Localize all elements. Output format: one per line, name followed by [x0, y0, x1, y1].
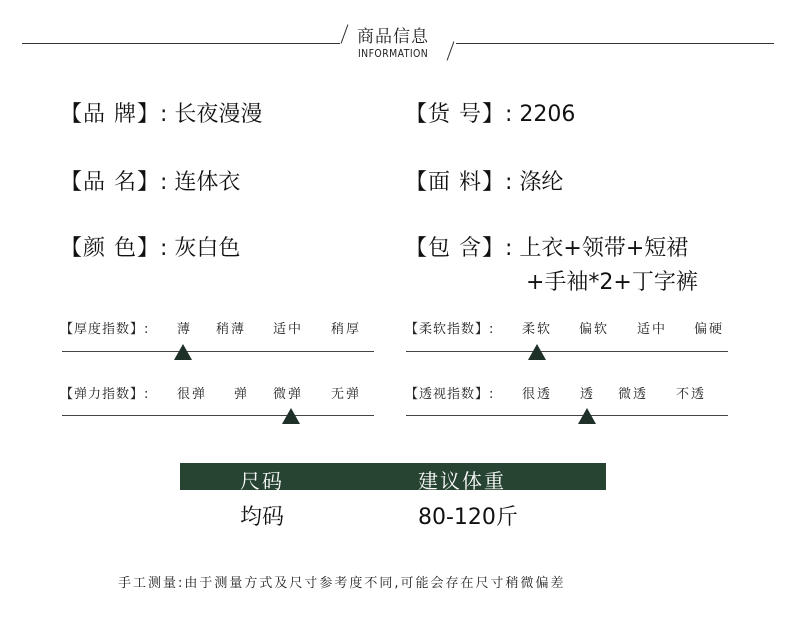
item-no-row — [405, 97, 575, 128]
elasticity-option-3: 微弹 — [273, 387, 304, 402]
softness-option-3: 适中 — [637, 322, 668, 337]
name-row — [60, 165, 240, 196]
size-value: 均码 — [240, 505, 285, 530]
brand-row — [60, 97, 262, 128]
section-title: 商品信息 — [357, 27, 429, 47]
item-no-value: 2206 — [519, 102, 576, 127]
thickness-label: 【厚度指数】: — [60, 322, 150, 337]
section-subtitle: INFORMATION — [358, 47, 429, 60]
elasticity-scale-line — [62, 415, 374, 416]
name-value: 连体衣 — [174, 170, 241, 195]
color-row — [60, 231, 240, 262]
transparency-option-1: 很透 — [522, 387, 553, 402]
brand-label: 【品 牌】: — [60, 102, 169, 127]
thickness-marker — [174, 344, 192, 360]
size-header-size: 尺码 — [240, 469, 284, 493]
weight-value: 80-120斤 — [418, 505, 518, 530]
thickness-option-2: 稍薄 — [216, 322, 247, 337]
fabric-value: 涤纶 — [519, 170, 564, 195]
softness-option-1: 柔软 — [522, 322, 553, 337]
elasticity-option-1: 很弹 — [177, 387, 208, 402]
elasticity-option-4: 无弹 — [331, 387, 362, 402]
softness-option-2: 偏软 — [579, 322, 610, 337]
transparency-option-4: 不透 — [676, 387, 707, 402]
item-no-label: 【货 号】: — [405, 102, 514, 127]
color-value: 灰白色 — [174, 236, 241, 261]
transparency-label: 【透视指数】: — [405, 387, 495, 402]
header-slash-left — [341, 24, 349, 43]
color-label: 【颜 色】: — [60, 236, 169, 261]
includes-label: 【包 含】: — [405, 236, 514, 261]
brand-value: 长夜漫漫 — [174, 102, 263, 127]
header-line-left — [22, 43, 340, 44]
name-label: 【品 名】: — [60, 170, 169, 195]
includes-value-line1: 上衣+领带+短裙 — [519, 236, 689, 261]
transparency-option-3: 微透 — [618, 387, 649, 402]
elasticity-marker — [282, 408, 300, 424]
thickness-option-3: 适中 — [273, 322, 304, 337]
transparency-marker — [578, 408, 596, 424]
elasticity-label: 【弹力指数】: — [60, 387, 150, 402]
softness-option-4: 偏硬 — [694, 322, 725, 337]
softness-marker — [528, 344, 546, 360]
includes-value-line2: +手袖*2+丁字裤 — [526, 270, 698, 295]
includes-row — [405, 231, 688, 262]
fabric-row — [405, 165, 563, 196]
thickness-option-1: 薄 — [177, 322, 193, 337]
thickness-option-4: 稍厚 — [331, 322, 362, 337]
elasticity-option-2: 弹 — [234, 387, 250, 402]
header-slash-right — [447, 41, 455, 60]
size-header-weight: 建议体重 — [418, 469, 506, 493]
fabric-label: 【面 料】: — [405, 170, 514, 195]
transparency-option-2: 透 — [580, 387, 596, 402]
transparency-scale-line — [406, 415, 728, 416]
softness-label: 【柔软指数】: — [405, 322, 495, 337]
thickness-scale-line — [62, 351, 374, 352]
header-line-right — [456, 43, 774, 44]
softness-scale-line — [406, 351, 728, 352]
measurement-note: 手工测量:由于测量方式及尺寸参考度不同,可能会存在尺寸稍微偏差 — [118, 576, 566, 591]
